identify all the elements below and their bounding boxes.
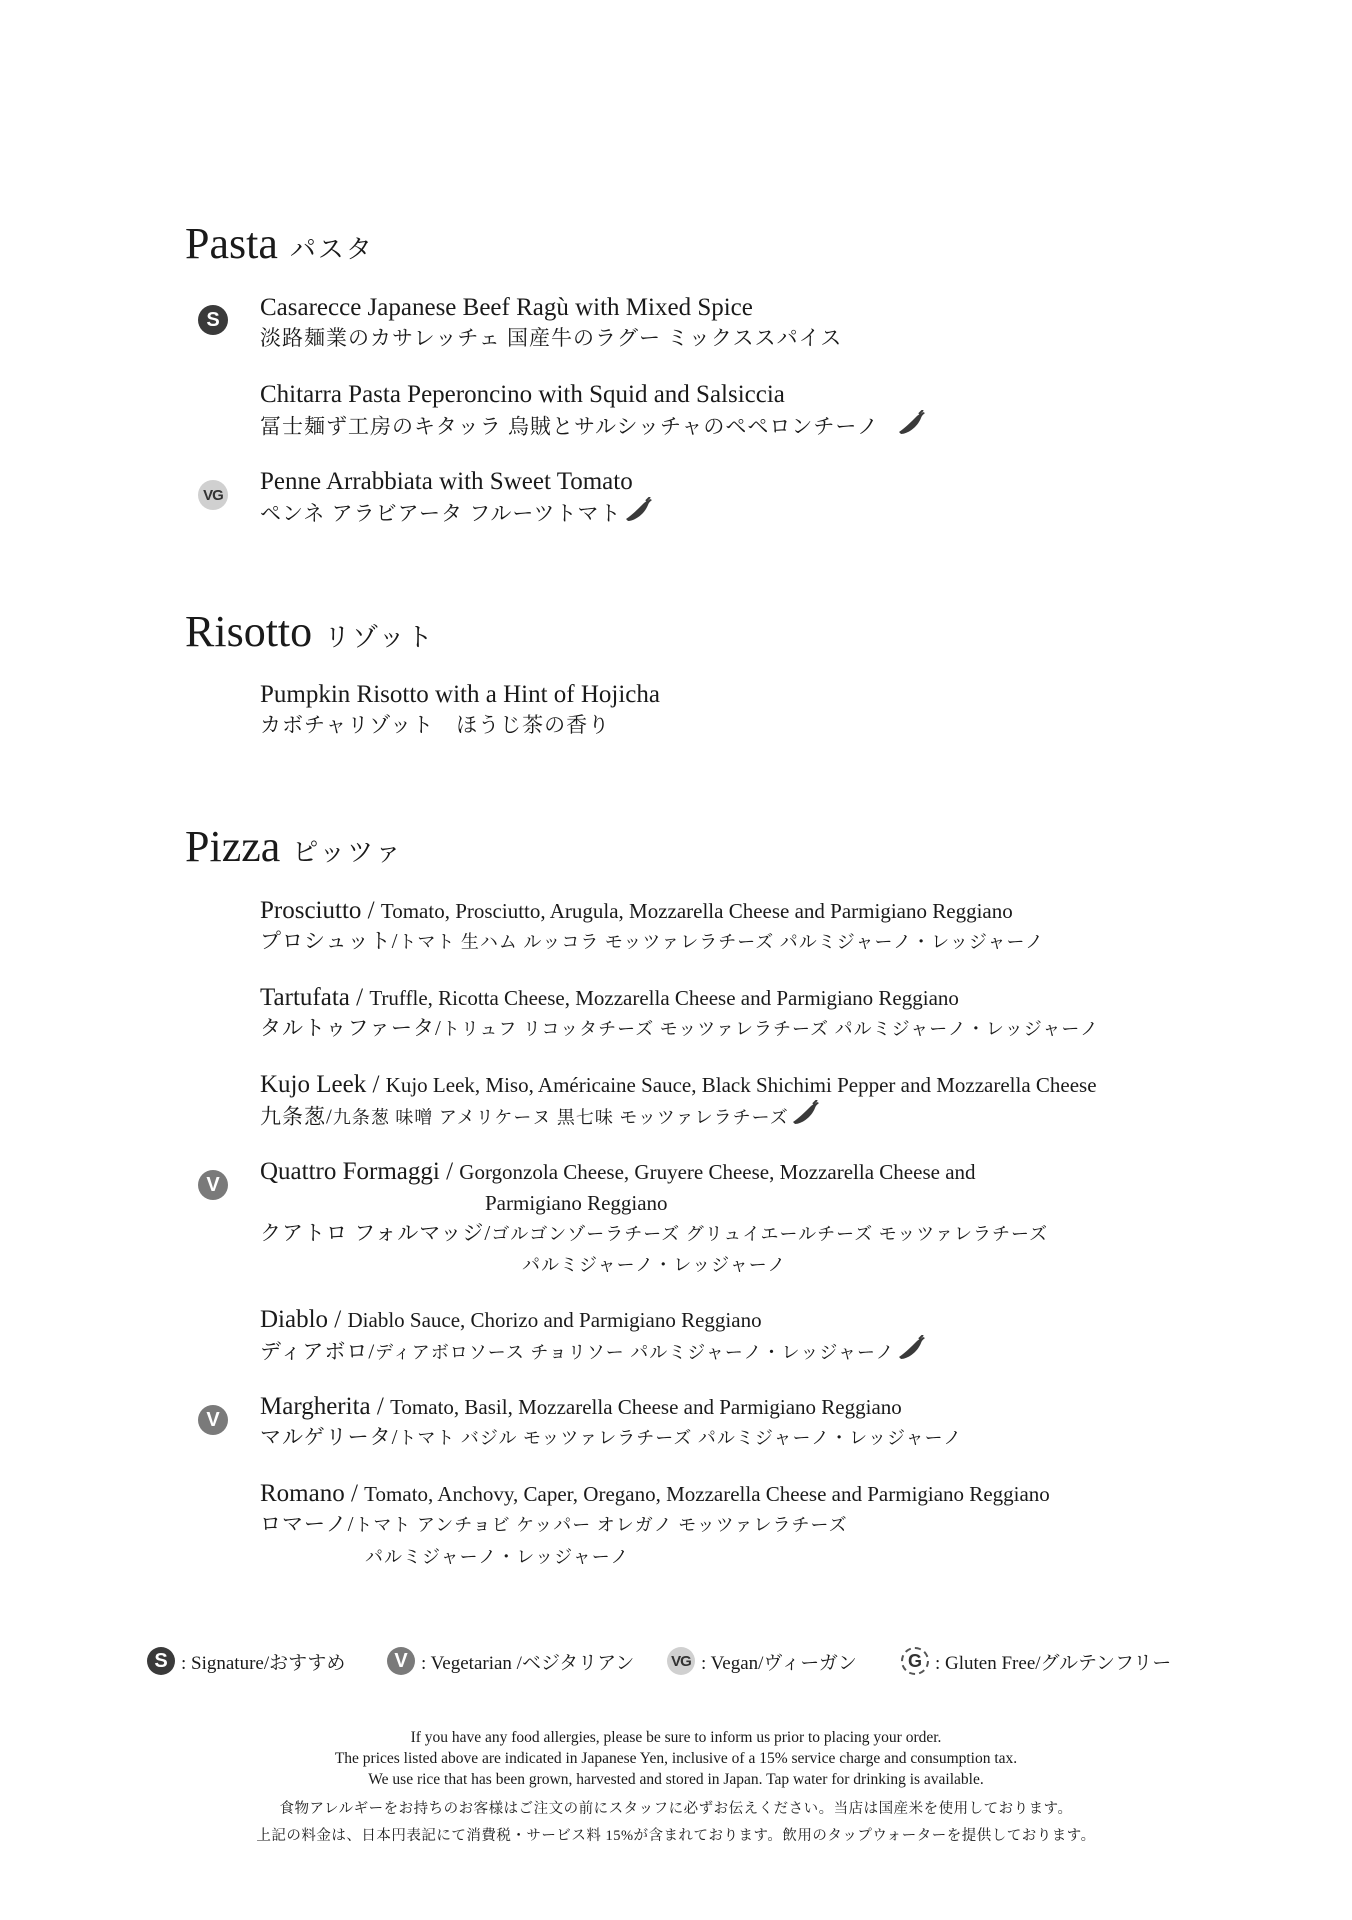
item-name-jp: 淡路麺業のカサレッチェ 国産牛のラグー ミックススパイス bbox=[260, 326, 843, 350]
item-desc: Kujo Leek, Miso, Américaine Sauce, Black Shichimi Pepper and Mozzarella Cheese bbox=[385, 1073, 1097, 1097]
item-desc-jp: 九条葱 味噌 アメリケーヌ 黒七味 モッツァレラチーズ bbox=[332, 1107, 789, 1128]
item-desc-jp: トマト 生ハム ルッコラ モッツァレラチーズ パルミジャーノ・レッジャーノ bbox=[398, 932, 1045, 952]
menu-item bbox=[260, 1392, 962, 1454]
item-desc: Tomato, Basil, Mozzarella Cheese and Parmigiano Reggiano bbox=[390, 1395, 902, 1419]
item-desc: Truffle, Ricotta Cheese, Mozzarella Cheese and Parmigiano Reggiano bbox=[369, 986, 959, 1010]
item-desc-jp-cont bbox=[522, 1249, 786, 1281]
gluten-free-badge-icon: G bbox=[901, 1647, 929, 1675]
chili-icon bbox=[791, 1100, 821, 1137]
item-name: Romano / bbox=[260, 1480, 358, 1507]
menu-item bbox=[260, 680, 660, 741]
footer-notice-en bbox=[0, 1727, 1352, 1790]
legend-vegetarian bbox=[387, 1647, 634, 1675]
item-name-en bbox=[260, 983, 1099, 1013]
item-desc-cont bbox=[485, 1188, 668, 1218]
item-name-en bbox=[260, 1070, 1097, 1100]
signature-badge-icon: S bbox=[147, 1647, 175, 1675]
section-title-jp: パスタ bbox=[289, 235, 374, 264]
item-name-en bbox=[260, 1157, 976, 1187]
item-name-jp bbox=[260, 1100, 1097, 1137]
legend-vegan bbox=[667, 1647, 857, 1675]
footer-line: We use rice that has been grown, harvested and stored in Japan. Tap water for drinking is available. bbox=[368, 1771, 984, 1788]
item-name-jp bbox=[260, 1422, 962, 1454]
section-title-en: Risotto bbox=[185, 607, 313, 656]
vegetarian-badge-icon: V bbox=[198, 1405, 228, 1435]
item-name-en bbox=[260, 1479, 1050, 1509]
legend-label: : Vegan/ヴィーガン bbox=[701, 1652, 857, 1674]
item-desc: Tomato, Prosciutto, Arugula, Mozzarella Cheese and Parmigiano Reggiano bbox=[380, 899, 1013, 923]
vegetarian-badge-icon: V bbox=[198, 1170, 228, 1200]
item-name-en: Chitarra Pasta Peperoncino with Squid and Salsiccia bbox=[260, 381, 785, 408]
footer-line: 上記の料金は、日本円表記にて消費税・サービス料 15%が含まれております。飲用のタップウォーターを提供しております。 bbox=[256, 1828, 1096, 1844]
item-name-jp-text: ディアボロ/ bbox=[260, 1339, 376, 1364]
section-title-pasta bbox=[185, 219, 374, 268]
vegetarian-badge-icon: V bbox=[387, 1647, 415, 1675]
menu-item bbox=[260, 380, 927, 447]
chili-icon bbox=[897, 1335, 927, 1372]
item-desc: Diablo Sauce, Chorizo and Parmigiano Reggiano bbox=[347, 1308, 762, 1332]
item-name-jp bbox=[260, 410, 927, 447]
item-name-jp-text: 九条葱/ bbox=[260, 1104, 333, 1129]
menu-item bbox=[260, 1305, 927, 1372]
footer-line: If you have any food allergies, please be sure to inform us prior to placing your order. bbox=[410, 1729, 942, 1746]
item-name-jp-text: クアトロ フォルマッジ/ bbox=[260, 1221, 492, 1245]
chili-icon bbox=[897, 410, 927, 447]
item-desc: Parmigiano Reggiano bbox=[485, 1191, 668, 1215]
footer-line: The prices listed above are indicated in Japanese Yen, inclusive of a 15% service charge and consumption tax. bbox=[334, 1750, 1018, 1767]
menu-item bbox=[260, 983, 1099, 1045]
menu-item bbox=[260, 1479, 1050, 1541]
menu-item bbox=[260, 467, 654, 534]
footer-line: 食物アレルギーをお持ちのお客様はご注文の前にスタッフに必ずお伝えください。当店は国産米を使用しております。 bbox=[279, 1801, 1073, 1817]
legend-signature bbox=[147, 1647, 345, 1675]
item-desc: Tomato, Anchovy, Caper, Oregano, Mozzarella Cheese and Parmigiano Reggiano bbox=[364, 1482, 1050, 1506]
item-desc-jp-cont bbox=[365, 1541, 629, 1573]
section-title-risotto bbox=[185, 607, 435, 656]
item-name-jp-text: ペンネ アラビアータ フルーツトマト bbox=[260, 501, 622, 526]
item-desc-jp: ディアボロソース チョリソー パルミジャーノ・レッジャーノ bbox=[375, 1342, 895, 1363]
section-title-en: Pasta bbox=[185, 219, 278, 268]
item-desc-jp: トマト バジル モッツァレラチーズ パルミジャーノ・レッジャーノ bbox=[398, 1428, 963, 1448]
legend-label: : Signature/おすすめ bbox=[181, 1652, 346, 1674]
item-desc-jp: トマト アンチョビ ケッパー オレガノ モッツァレラチーズ bbox=[354, 1515, 848, 1535]
item-name-jp bbox=[260, 1013, 1099, 1045]
signature-badge-icon: S bbox=[198, 305, 228, 335]
item-desc: Gorgonzola Cheese, Gruyere Cheese, Mozzarella Cheese and bbox=[459, 1160, 976, 1184]
item-name-jp-text: プロシュット/ bbox=[260, 929, 399, 953]
item-name-jp-text: タルトゥファータ/ bbox=[260, 1016, 442, 1040]
item-name: Quattro Formaggi / bbox=[260, 1158, 454, 1185]
menu-item bbox=[260, 1157, 976, 1187]
section-title-en: Pizza bbox=[185, 822, 281, 871]
item-name: Tartufata / bbox=[260, 984, 364, 1011]
item-desc-jp: パルミジャーノ・レッジャーノ bbox=[365, 1547, 630, 1567]
item-name-jp-text: ロマーノ/ bbox=[260, 1512, 355, 1536]
item-name: Margherita / bbox=[260, 1393, 384, 1420]
item-name-jp-text: マルゲリータ/ bbox=[260, 1425, 399, 1449]
item-name-jp-text: 冨士麺ず工房のキタッラ 烏賊とサルシッチャのペペロンチーノ bbox=[260, 414, 879, 439]
item-name-jp bbox=[260, 1335, 927, 1372]
item-name-jp bbox=[260, 1218, 1048, 1250]
section-title-jp: リゾット bbox=[324, 623, 435, 652]
item-name: Diablo / bbox=[260, 1306, 342, 1333]
vegan-badge-icon: VG bbox=[198, 480, 228, 510]
legend-label: : Vegetarian /ベジタリアン bbox=[421, 1652, 635, 1674]
menu-item bbox=[260, 1070, 1097, 1137]
legend-gluten-free bbox=[901, 1647, 1171, 1675]
item-desc-jp: パルミジャーノ・レッジャーノ bbox=[522, 1255, 787, 1275]
item-name-jp bbox=[260, 926, 1044, 958]
item-name: Kujo Leek / bbox=[260, 1071, 380, 1098]
item-name-jp bbox=[260, 1509, 1050, 1541]
item-name-en bbox=[260, 1392, 962, 1422]
item-name-jp: カボチャリゾット ほうじ茶の香り bbox=[260, 713, 611, 737]
footer-notice-jp bbox=[0, 1796, 1352, 1850]
item-name-en bbox=[260, 896, 1044, 926]
item-name-en bbox=[260, 1305, 927, 1335]
menu-item bbox=[260, 896, 1044, 958]
legend-label: : Gluten Free/グルテンフリー bbox=[935, 1652, 1172, 1674]
item-name: Prosciutto / bbox=[260, 897, 375, 924]
item-name-jp bbox=[260, 497, 654, 534]
chili-icon bbox=[624, 497, 654, 534]
item-name-en: Penne Arrabbiata with Sweet Tomato bbox=[260, 468, 633, 495]
item-name-en: Casarecce Japanese Beef Ragù with Mixed Spice bbox=[260, 294, 753, 321]
menu-item bbox=[260, 293, 842, 354]
section-title-jp: ピッツァ bbox=[292, 838, 403, 867]
vegan-badge-icon: VG bbox=[667, 1647, 695, 1675]
section-title-pizza bbox=[185, 822, 403, 871]
item-desc-jp: ゴルゴンゾーラチーズ グリュイエールチーズ モッツァレラチーズ bbox=[491, 1224, 1049, 1244]
item-desc-jp: トリュフ リコッタチーズ モッツァレラチーズ パルミジャーノ・レッジャーノ bbox=[441, 1019, 1099, 1039]
item-name-en: Pumpkin Risotto with a Hint of Hojicha bbox=[260, 681, 660, 708]
